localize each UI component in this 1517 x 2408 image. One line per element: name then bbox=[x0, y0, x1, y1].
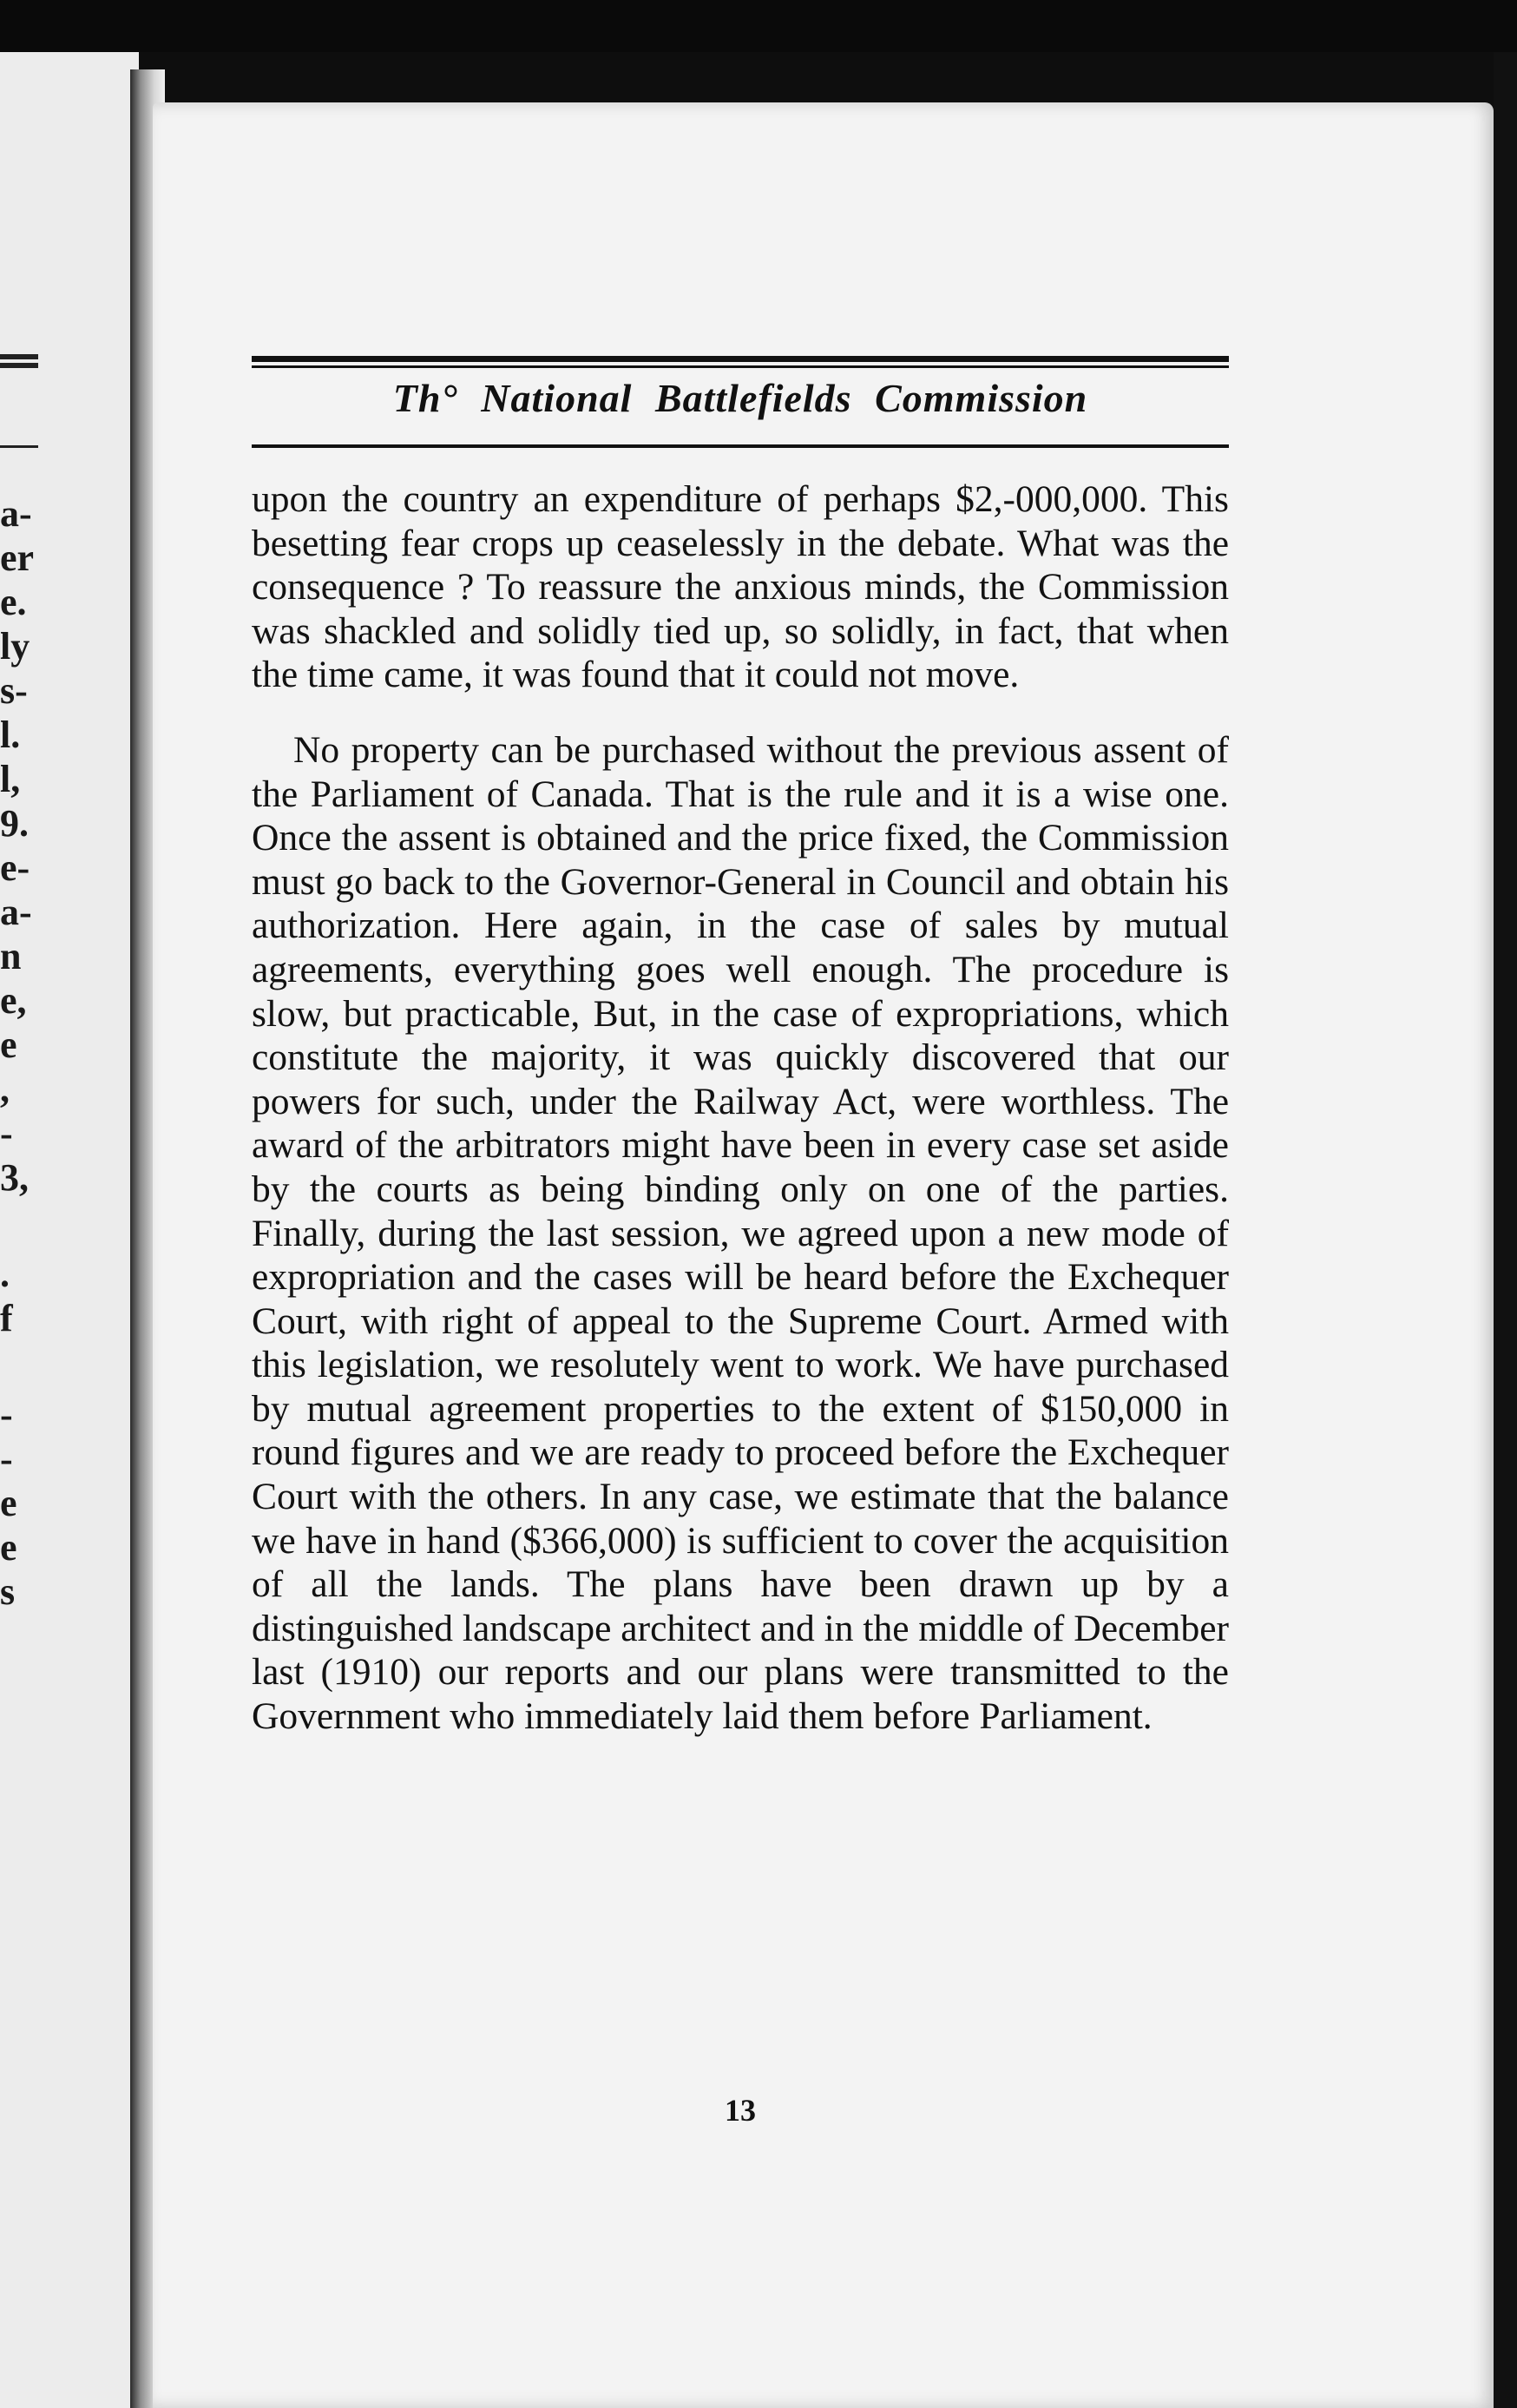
scan-border-top bbox=[0, 0, 1517, 52]
previous-page-text-fragment: e bbox=[0, 1526, 17, 1569]
header-rule-bottom bbox=[252, 444, 1229, 448]
previous-page-text-fragment: l, bbox=[0, 758, 21, 800]
previous-page-text-fragment: e bbox=[0, 1482, 17, 1524]
running-head: Th° National Battlefields Commission bbox=[392, 376, 1088, 420]
previous-page-text-fragment: 3, bbox=[0, 1156, 29, 1199]
paragraph-2: No property can be purchased without the previous assent of the Parliament of Canada. That is the rule and it is a wise one. Once the assent is obtained and the price fixed, the Commission must go back to the Governor-General in Council and obtain his authorization. Here again, in the case of sales by mutual agreements, everything goes well enough. The procedure is slow, but practicable, But, in the case of expropriations, which constitute the majority, it was quickly discovered that our powers for such, under the Railway Act, were worthless. The award of the arbitrators might have been in every case set aside by the courts as being binding only on one of the parties. Finally, during the last session, we agreed upon a new mode of expropriation and the cases will be heard before the Exchequer Court, with right of appeal to the Supreme Court. Armed with this legislation, we resolutely went to work. We have purchased by mutual agreement properties to the extent of $150,000 in round figures and we are ready to proceed before the Exchequer Court with the others. In any case, we estimate that the balance we have in hand ($366,000) is sufficient to cover the acquisition of all the lands. The plans have been drawn up by a distinguished landscape architect and in the middle of December last (1910) our reports and our plans were transmitted to the Government who immediately laid them before Parliament. bbox=[252, 728, 1229, 1738]
previous-page-text-fragment: er bbox=[0, 536, 35, 579]
page-number: 13 bbox=[725, 2093, 756, 2128]
previous-page-text-fragment: e, bbox=[0, 979, 27, 1022]
previous-page-text-fragment: , bbox=[0, 1068, 10, 1110]
previous-page-text-fragment: - bbox=[0, 1112, 13, 1155]
previous-page-text-fragment: - bbox=[0, 1393, 13, 1436]
previous-page-text-fragment: s- bbox=[0, 669, 28, 712]
previous-page-rule bbox=[0, 354, 38, 359]
previous-page-text-fragment: a- bbox=[0, 492, 32, 535]
previous-page-rule bbox=[0, 445, 38, 448]
previous-page-text-fragment: a- bbox=[0, 891, 32, 933]
previous-page-text-fragment: l. bbox=[0, 714, 21, 756]
previous-page-text-fragment: e bbox=[0, 1023, 17, 1066]
previous-page-text-fragment: e- bbox=[0, 846, 30, 889]
header-rule-top-thin bbox=[252, 365, 1229, 368]
previous-page-text-fragment: ly bbox=[0, 625, 30, 668]
previous-page-edge bbox=[0, 52, 139, 2408]
previous-page-text-fragment: f bbox=[0, 1297, 13, 1339]
scan-border-right bbox=[1494, 52, 1517, 2408]
previous-page-rule bbox=[0, 363, 38, 368]
body-text bbox=[252, 477, 1229, 1739]
previous-page-text-fragment: s bbox=[0, 1570, 16, 1613]
header-rule-top bbox=[252, 356, 1229, 362]
previous-page-text-fragment: 9. bbox=[0, 802, 29, 845]
previous-page-text-fragment: - bbox=[0, 1438, 13, 1480]
previous-page-text-fragment: e. bbox=[0, 581, 27, 623]
paragraph-1: upon the country an expenditure of perhaps $2,-000,000. This besetting fear crops up ceaselessly in the debate. What was the consequence ? To reassure the anxious minds, the Commission was shackled and solidly tied up, so solidly, in fact, that when the time came, it was found that it could not move. bbox=[252, 478, 1229, 696]
previous-page-text-fragment: . bbox=[0, 1253, 10, 1295]
previous-page-text-fragment: n bbox=[0, 935, 22, 977]
